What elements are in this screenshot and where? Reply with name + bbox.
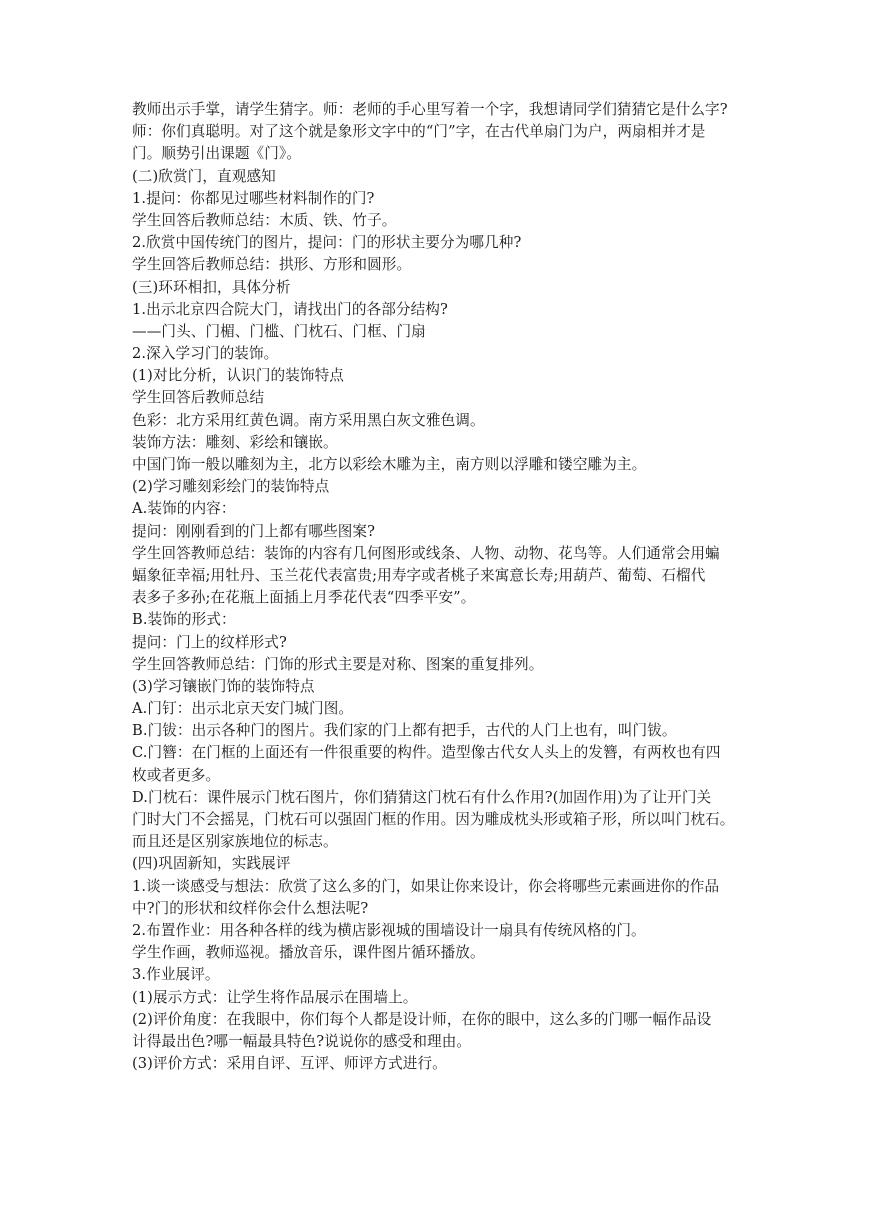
text-line: (三)环环相扣，具体分析 bbox=[132, 278, 291, 296]
text-line: A.装饰的内容： bbox=[132, 500, 236, 518]
text-line: 门时大门不会摇晃，门枕石可以强固门框的作用。因为雕成枕头形或箱子形，所以叫门枕石。 bbox=[132, 811, 735, 828]
text-line: 中?门的形状和纹样你会什么想法呢? bbox=[132, 899, 369, 917]
text-line: D.门枕石：课件展示门枕石图片，你们猜猜这门枕石有什么作用?(加固作用)为了让开门关 bbox=[132, 788, 712, 806]
text-line: (2)评价角度：在我眼中，你们每个人都是设计师，在你的眼中，这么多的门哪一幅作品设 bbox=[132, 1010, 712, 1028]
text-line: 2.深入学习门的装饰。 bbox=[132, 345, 279, 363]
text-line: 3.作业展评。 bbox=[132, 966, 220, 984]
text-line: ——门头、门楣、门槛、门枕石、门框、门扇 bbox=[132, 322, 426, 340]
text-line: (四)巩固新知，实践展评 bbox=[132, 855, 291, 873]
text-line: 学生回答后教师总结：木质、铁、竹子。 bbox=[132, 211, 397, 229]
text-line: A.门钉：出示北京天安门城门图。 bbox=[132, 700, 354, 718]
text-line: 2.欣赏中国传统门的图片，提问：门的形状主要分为哪几种? bbox=[132, 234, 522, 252]
text-line: 计得最出色?哪一幅最具特色?说说你的感受和理由。 bbox=[132, 1032, 472, 1050]
text-line: 学生回答后教师总结：拱形、方形和圆形。 bbox=[132, 256, 412, 274]
text-line: (3)评价方式：采用自评、互评、师评方式进行。 bbox=[132, 1055, 447, 1073]
text-line: 学生作画，教师巡视。播放音乐，课件图片循环播放。 bbox=[132, 944, 485, 962]
text-line: 学生回答教师总结：门饰的形式主要是对称、图案的重复排列。 bbox=[132, 655, 544, 673]
text-line: 色彩：北方采用红黄色调。南方采用黑白灰文雅色调。 bbox=[132, 411, 485, 429]
text-line: 学生回答教师总结：装饰的内容有几何图形或线条、人物、动物、花鸟等。人们通常会用蝙 bbox=[132, 544, 720, 562]
text-line: 提问：刚刚看到的门上都有哪些图案? bbox=[132, 522, 376, 540]
text-line: (1)对比分析，认识门的装饰特点 bbox=[132, 367, 344, 385]
text-line: (二)欣赏门，直观感知 bbox=[132, 167, 276, 185]
text-line: 1.提问：你都见过哪些材料制作的门? bbox=[132, 189, 375, 207]
text-line: 装饰方法：雕刻、彩绘和镶嵌。 bbox=[132, 433, 338, 451]
text-line: (3)学习镶嵌门饰的装饰特点 bbox=[132, 677, 315, 695]
document-body bbox=[132, 99, 744, 1075]
text-line: 1.谈一谈感受与想法：欣赏了这么多的门，如果让你来设计，你会将哪些元素画进你的作品 bbox=[132, 877, 720, 895]
text-line: (1)展示方式：让学生将作品展示在围墙上。 bbox=[132, 988, 418, 1006]
text-line: 中国门饰一般以雕刻为主，北方以彩绘木雕为主，南方则以浮雕和镂空雕为主。 bbox=[132, 456, 647, 473]
text-line: 而且还是区别家族地位的标志。 bbox=[132, 833, 338, 851]
text-line: 蝠象征幸福;用牡丹、玉兰花代表富贵;用寿字或者桃子来寓意长寿;用葫芦、葡萄、石榴代 bbox=[132, 566, 706, 584]
text-line: 2.布置作业：用各种各样的线为横店影视城的围墙设计一扇具有传统风格的门。 bbox=[132, 921, 646, 939]
text-line: 师：你们真聪明。对了这个就是象形文字中的“门”字，在古代单扇门为户，两扇相并才是 bbox=[132, 123, 706, 141]
text-line: 提问：门上的纹样形式? bbox=[132, 633, 287, 651]
text-line: C.门簪：在门框的上面还有一件很重要的构件。造型像古代女人头上的发簪，有两枚也有四 bbox=[132, 744, 721, 762]
text-line: B.装饰的形式： bbox=[132, 611, 236, 629]
text-line: 1.出示北京四合院大门，请找出门的各部分结构? bbox=[132, 300, 448, 318]
text-line: 学生回答后教师总结 bbox=[132, 389, 265, 407]
text-line: 教师出示手掌，请学生猜字。师：老师的手心里写着一个字，我想请同学们猜猜它是什么字? bbox=[132, 101, 728, 118]
text-line: (2)学习雕刻彩绘门的装饰特点 bbox=[132, 478, 330, 496]
text-line: 门。顺势引出课题《门》。 bbox=[132, 145, 302, 163]
text-line: 表多子多孙;在花瓶上面插上月季花代表“四季平安”。 bbox=[132, 589, 476, 607]
text-line: 枚或者更多。 bbox=[132, 766, 221, 784]
text-line: B.门钹：出示各种门的图片。我们家的门上都有把手，古代的人门上也有，叫门钹。 bbox=[132, 722, 677, 740]
